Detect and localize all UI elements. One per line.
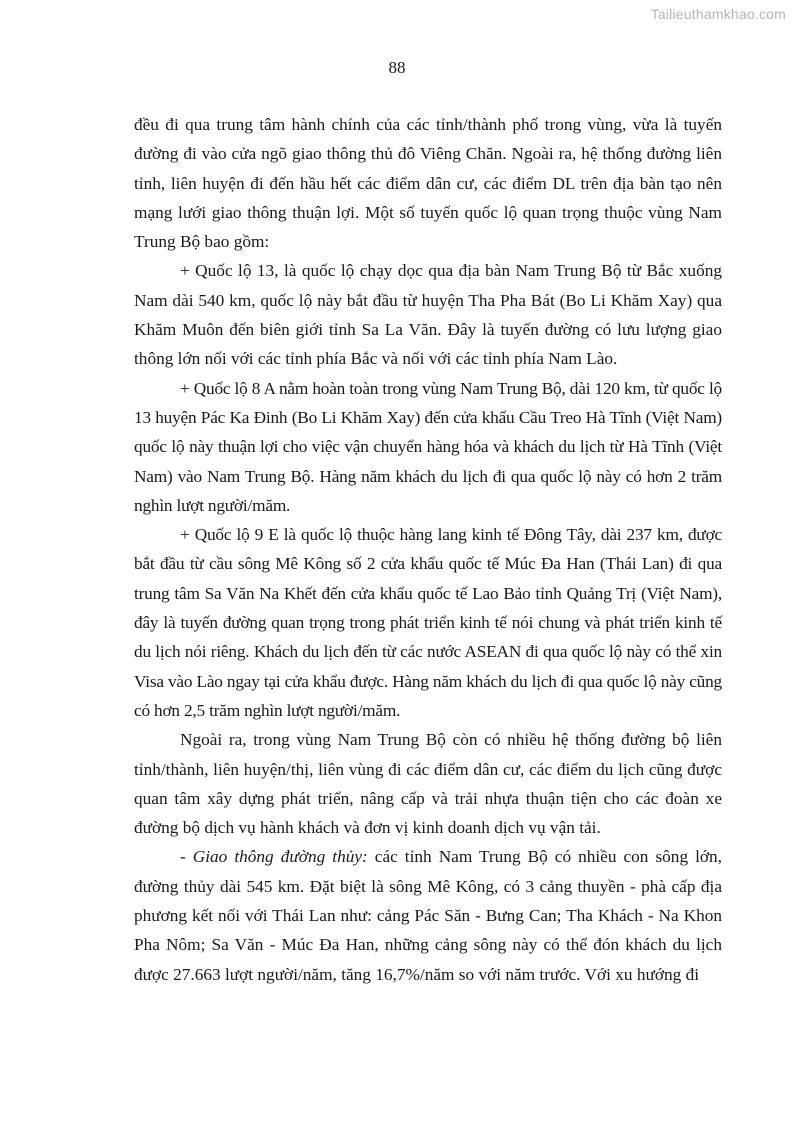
paragraph-waterways [134,842,722,988]
page-number: 88 [388,58,406,77]
watermark: Tailieuthamkhao.com [650,6,786,22]
paragraph-other-roads: Ngoài ra, trong vùng Nam Trung Bộ còn có nhiều hệ thống đường bộ liên tỉnh/thành, liên huyện/thị, liên vùng đi các điểm dân cư, các điểm du lịch cũng được quan tâm xây dựng phát triển, nâng cấp và trải nhựa thuận tiện cho các đoàn xe đường bộ dịch vụ hành khách và đơn vị kinh doanh dịch vụ vận tải. [134,730,722,838]
paragraph-highway-8a: + Quốc lộ 8 A nằm hoàn toàn trong vùng Nam Trung Bộ, dài 120 km, từ quốc lộ 13 huyện Pác Ka Đinh (Bo Li Khăm Xay) đến cửa khẩu Cầu Treo Hà Tĩnh (Việt Nam) quốc lộ này thuận lợi cho việc vận chuyển hàng hóa và khách du lịch từ Hà Tĩnh (Việt Nam) vào Nam Trung Bộ. Hàng năm khách du lịch đi qua quốc lộ này có hơn 2 trăm nghìn lượt người/măm. [134,378,722,515]
document-body [134,110,722,989]
waterways-text: các tỉnh Nam Trung Bộ có nhiều con sông lớn, đường thủy dài 545 km. Đặt biệt là sông Mê Kông, có 3 cảng thuyền - phà cấp địa phương kết nối với Thái Lan như: cảng Pác Săn - Bưng Can; Tha Khách - Na Khon Pha Nôm; Sa Văn - Múc Đa Han, những cảng sông này có thể đón khách du lịch được 27.663 lượt người/năm, tăng 16,7%/năm so với năm trước. Với xu hướng đi [134,847,722,984]
paragraph-highway-9e: + Quốc lộ 9 E là quốc lộ thuộc hàng lang kinh tế Đông Tây, dài 237 km, được bắt đầu từ cầu sông Mê Kông số 2 cửa khẩu quốc tế Múc Đa Han (Thái Lan) đi qua trung tâm Sa Văn Na Khết đến cửa khẩu quốc tế Lao Bảo tỉnh Quảng Trị (Việt Nam), đây là tuyến đường quan trọng trong phát triển kinh tế nói chung và phát triển kinh tế du lịch nói riêng. Khách du lịch đến từ các nước ASEAN đi qua quốc lộ này có thể xin Visa vào Lào ngay tại cửa khẩu được. Hàng năm khách du lịch đi qua quốc lộ này cũng có hơn 2,5 trăm nghìn lượt người/măm. [134,525,722,720]
paragraph-highway-13: + Quốc lộ 13, là quốc lộ chạy dọc qua địa bàn Nam Trung Bộ từ Bắc xuống Nam dài 540 km, quốc lộ này bắt đầu từ huyện Tha Pha Bát (Bo Li Khăm Xay) qua Khăm Muôn đến biên giới tỉnh Sa La Văn. Đây là tuyến đường có lưu lượng giao thông lớn nối với các tỉnh phía Bắc và nối với các tỉnh phía Nam Lào. [134,261,722,369]
waterways-heading: - Giao thông đường thủy: [180,847,368,867]
paragraph-intro: đều đi qua trung tâm hành chính của các tỉnh/thành phố trong vùng, vừa là tuyến đường đi vào cửa ngõ giao thông thủ đô Viêng Chăn. Ngoài ra, hệ thống đường liên tỉnh, liên huyện đi đến hầu hết các điểm dân cư, các điểm DL trên địa bàn tạo nên mạng lưới giao thông thuận lợi. Một số tuyến quốc lộ quan trọng thuộc vùng Nam Trung Bộ bao gồm: [134,115,722,252]
